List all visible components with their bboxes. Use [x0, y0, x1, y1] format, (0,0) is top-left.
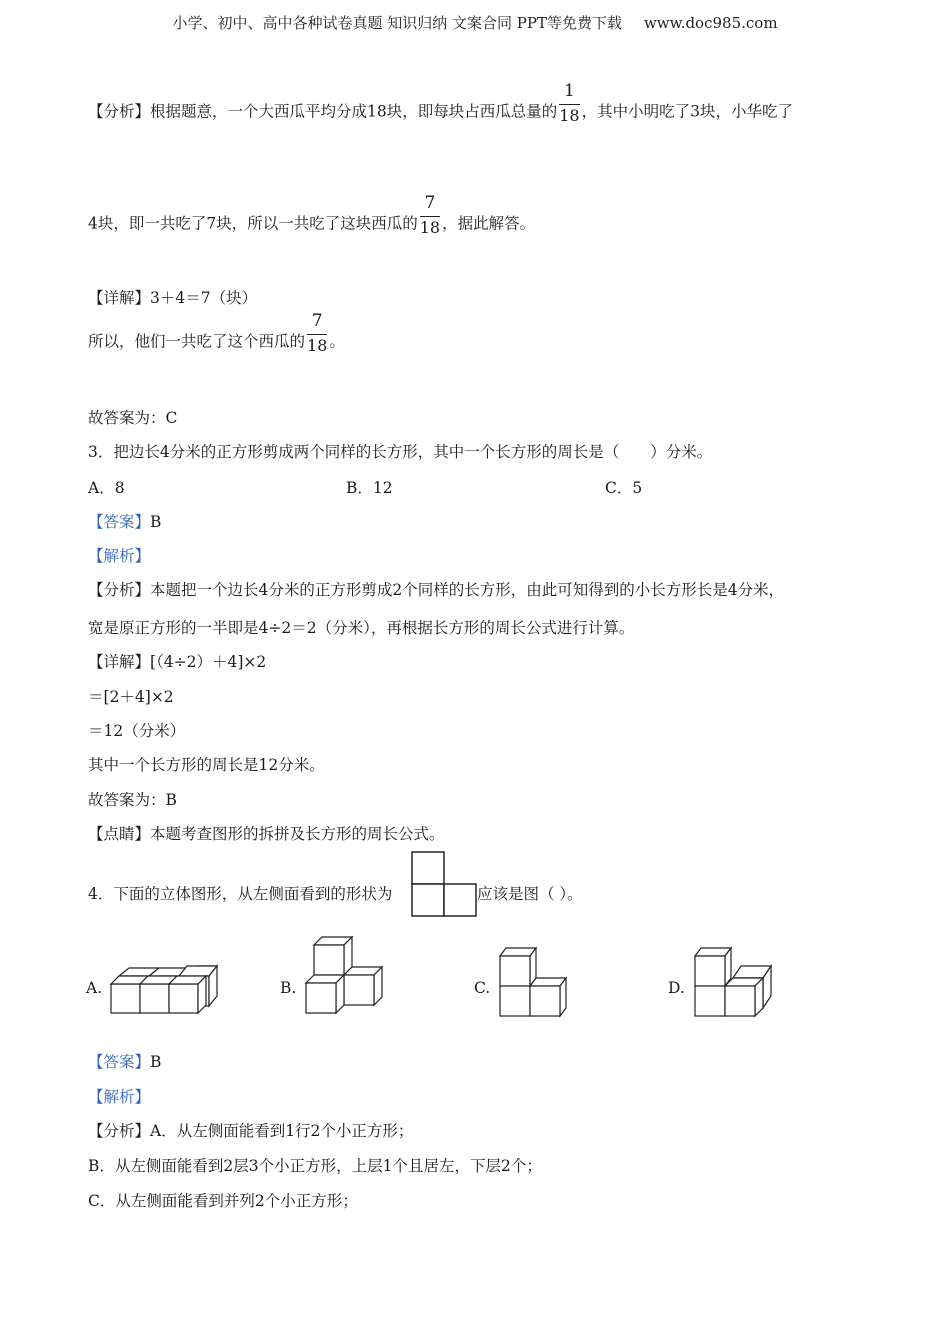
q3-detail-4: 其中一个长方形的周长是12分米。 [88, 756, 325, 774]
q4-option-b-figure [300, 935, 390, 1017]
answer-tag: 【答案】 [88, 513, 151, 531]
q4-question-b: 应该是图（ ）。 [477, 885, 583, 903]
q4-option-a-figure [105, 962, 225, 1020]
q4-question-a: 4．下面的立体图形，从左侧面看到的形状为 [88, 885, 393, 903]
q2-detail: 【详解】3＋4＝7（块） [88, 289, 258, 307]
fraction-one-eighteenth: $\frac{1}{18}$ [559, 78, 579, 127]
q2-analysis-text-c: 4块，即一共吃了7块，所以一共吃了这块西瓜的 [88, 214, 418, 233]
q3-final: 故答案为：B [88, 791, 177, 809]
q4-option-b-label: B. [280, 979, 297, 997]
answer-tag: 【答案】 [88, 1053, 151, 1071]
q3-detail-2: ＝[2＋4]×2 [88, 688, 174, 706]
header-text: 小学、初中、高中各种试卷真题 知识归纳 文案合同 PPT等免费下载 [172, 14, 622, 32]
q2-analysis-line1 [88, 81, 793, 137]
q3-question: 3．把边长4分米的正方形剪成两个同样的长方形，其中一个长方形的周长是（ ）分米。 [88, 443, 713, 461]
page-header [0, 12, 950, 33]
fraction-seven-eighteenths: $\frac{7}{18}$ [420, 190, 440, 239]
q4-option-d-figure [689, 944, 779, 1018]
q2-conclusion: 所以，他们一共吃了这个西瓜的 $\frac{7}{18}$ 。 [88, 318, 345, 367]
q4-answer: 【答案】B [88, 1053, 162, 1071]
q4-analysis-3: C．从左侧面能看到并列2个小正方形； [88, 1192, 358, 1210]
q4-option-c-label: C. [474, 979, 491, 997]
q3-option-c: C．5 [605, 479, 643, 497]
q4-analysis-2: B．从左侧面能看到2层3个小正方形，上层1个且居左，下层2个； [88, 1157, 542, 1175]
q3-option-b: B．12 [346, 479, 393, 497]
q3-answer: 【答案】B [88, 513, 162, 531]
q2-analysis-text-a: 【分析】根据题意，一个大西瓜平均分成18块，即每块占西瓜总量的 [88, 102, 558, 121]
q2-answer: 故答案为：C [88, 409, 178, 427]
q3-jiexi: 【解析】 [88, 547, 151, 565]
q3-detail-3: ＝12（分米） [88, 722, 186, 740]
fraction-seven-eighteenths-2: $\frac{7}{18}$ [307, 308, 327, 357]
q3-option-a: A．8 [88, 479, 125, 497]
q3-detail-1: 【详解】[（4÷2）＋4]×2 [88, 653, 267, 671]
q4-option-c-figure [494, 944, 574, 1018]
q4-analysis-1: 【分析】A．从左侧面能看到1行2个小正方形； [88, 1122, 414, 1140]
q2-analysis-text-d: ，据此解答。 [442, 214, 536, 233]
q2-analysis-line2 [88, 193, 536, 249]
q2-analysis-text-b: ，其中小明吃了3块，小华吃了 [581, 102, 793, 121]
header-site: www.doc985.com [643, 14, 778, 32]
q2-conclusion-text: 所以，他们一共吃了这个西瓜的 [88, 332, 306, 351]
left-view-shape-figure [411, 851, 477, 917]
q4-option-a-label: A. [86, 979, 103, 997]
q3-analysis-1: 【分析】本题把一个边长4分米的正方形剪成2个同样的长方形，由此可知得到的小长方形长是4分米， [88, 581, 785, 599]
q3-note: 【点睛】本题考查图形的拆拼及长方形的周长公式。 [88, 825, 445, 843]
q4-jiexi: 【解析】 [88, 1088, 151, 1106]
q3-analysis-2: 宽是原正方形的一半即是4÷2＝2（分米），再根据长方形的周长公式进行计算。 [88, 619, 635, 637]
q4-option-d-label: D. [668, 979, 685, 997]
